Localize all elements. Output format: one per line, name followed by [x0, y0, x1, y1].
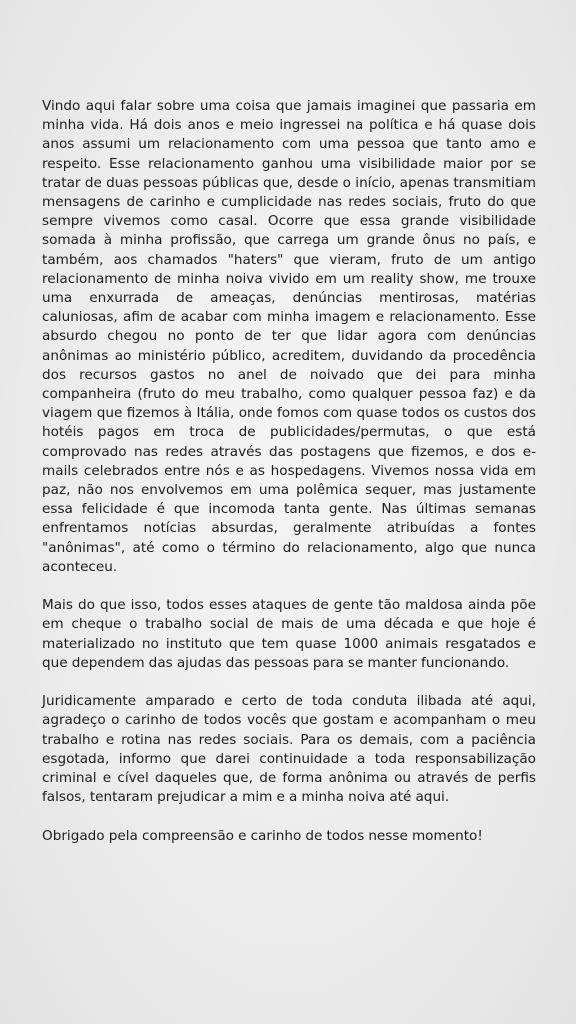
paragraph-1: Vindo aqui falar sobre uma coisa que jamais imaginei que passaria em minha vida. Há dois anos e meio ingressei na política e há quase dois anos assumi um relacionamento com uma pessoa que tanto amo e respeito. Esse relacionamento ganhou uma visibilidade maior por se tratar de duas pessoas públicas que, desde o início, apenas transmitiam mensagens de carinho e cumplicidade nas redes sociais, fruto do que sempre vivemos como casal. Ocorre que essa grande visibilidade somada à minha profissão, que carrega um grande ônus no país, e também, aos chamados "haters" que vieram, fruto de um antigo relacionamento de minha noiva vivido em um reality show, me trouxe uma enxurrada de ameaças, denúncias mentirosas, matérias caluniosas, afim de acabar com minha imagem e relacionamento. Esse absurdo chegou no ponto de ter que lidar agora com denúncias anônimas ao ministério público, acreditem, duvidando da procedência dos recursos gastos no anel de noivado que dei para minha companheira (fruto do meu trabalho, como qualquer pessoa faz) e da viagem que fizemos à Itália, onde fomos com quase todos os custos dos hotéis pagos em troca de publicidades/permutas, o que está comprovado nas redes através das postagens que fizemos, e dos e-mails celebrados entre nós e as hospedagens. Vivemos nossa vida em paz, não nos envolvemos em uma polêmica sequer, mas justamente essa felicidade é que incomoda tanta gente. Nas últimas semanas enfrentamos notícias absurdas, geralmente atribuídas a fontes "anônimas", até como o término do relacionamento, algo que nunca aconteceu. [42, 98, 536, 575]
paragraph-2: Mais do que isso, todos esses ataques de gente tão maldosa ainda põe em cheque o trabalho social de mais de uma década e que hoje é materializado no instituto que tem quase 1000 animais resgatados e que dependem das ajudas das pessoas para se manter funcionando. [42, 597, 536, 671]
paragraph-3: Juridicamente amparado e certo de toda conduta ilibada até aqui, agradeço o carinho de todos vocês que gostam e acompanham o meu trabalho e rotina nas redes sociais. Para os demais, com a paciência esgotada, informo que darei continuidade a toda responsabilização criminal e cível daqueles que, de forma anônima ou através de perfis falsos, tentaram prejudicar a mim e a minha noiva até aqui. [42, 693, 536, 806]
paragraph-4: Obrigado pela compreensão e carinho de todos nesse momento! [42, 827, 483, 844]
statement-text [42, 97, 536, 846]
